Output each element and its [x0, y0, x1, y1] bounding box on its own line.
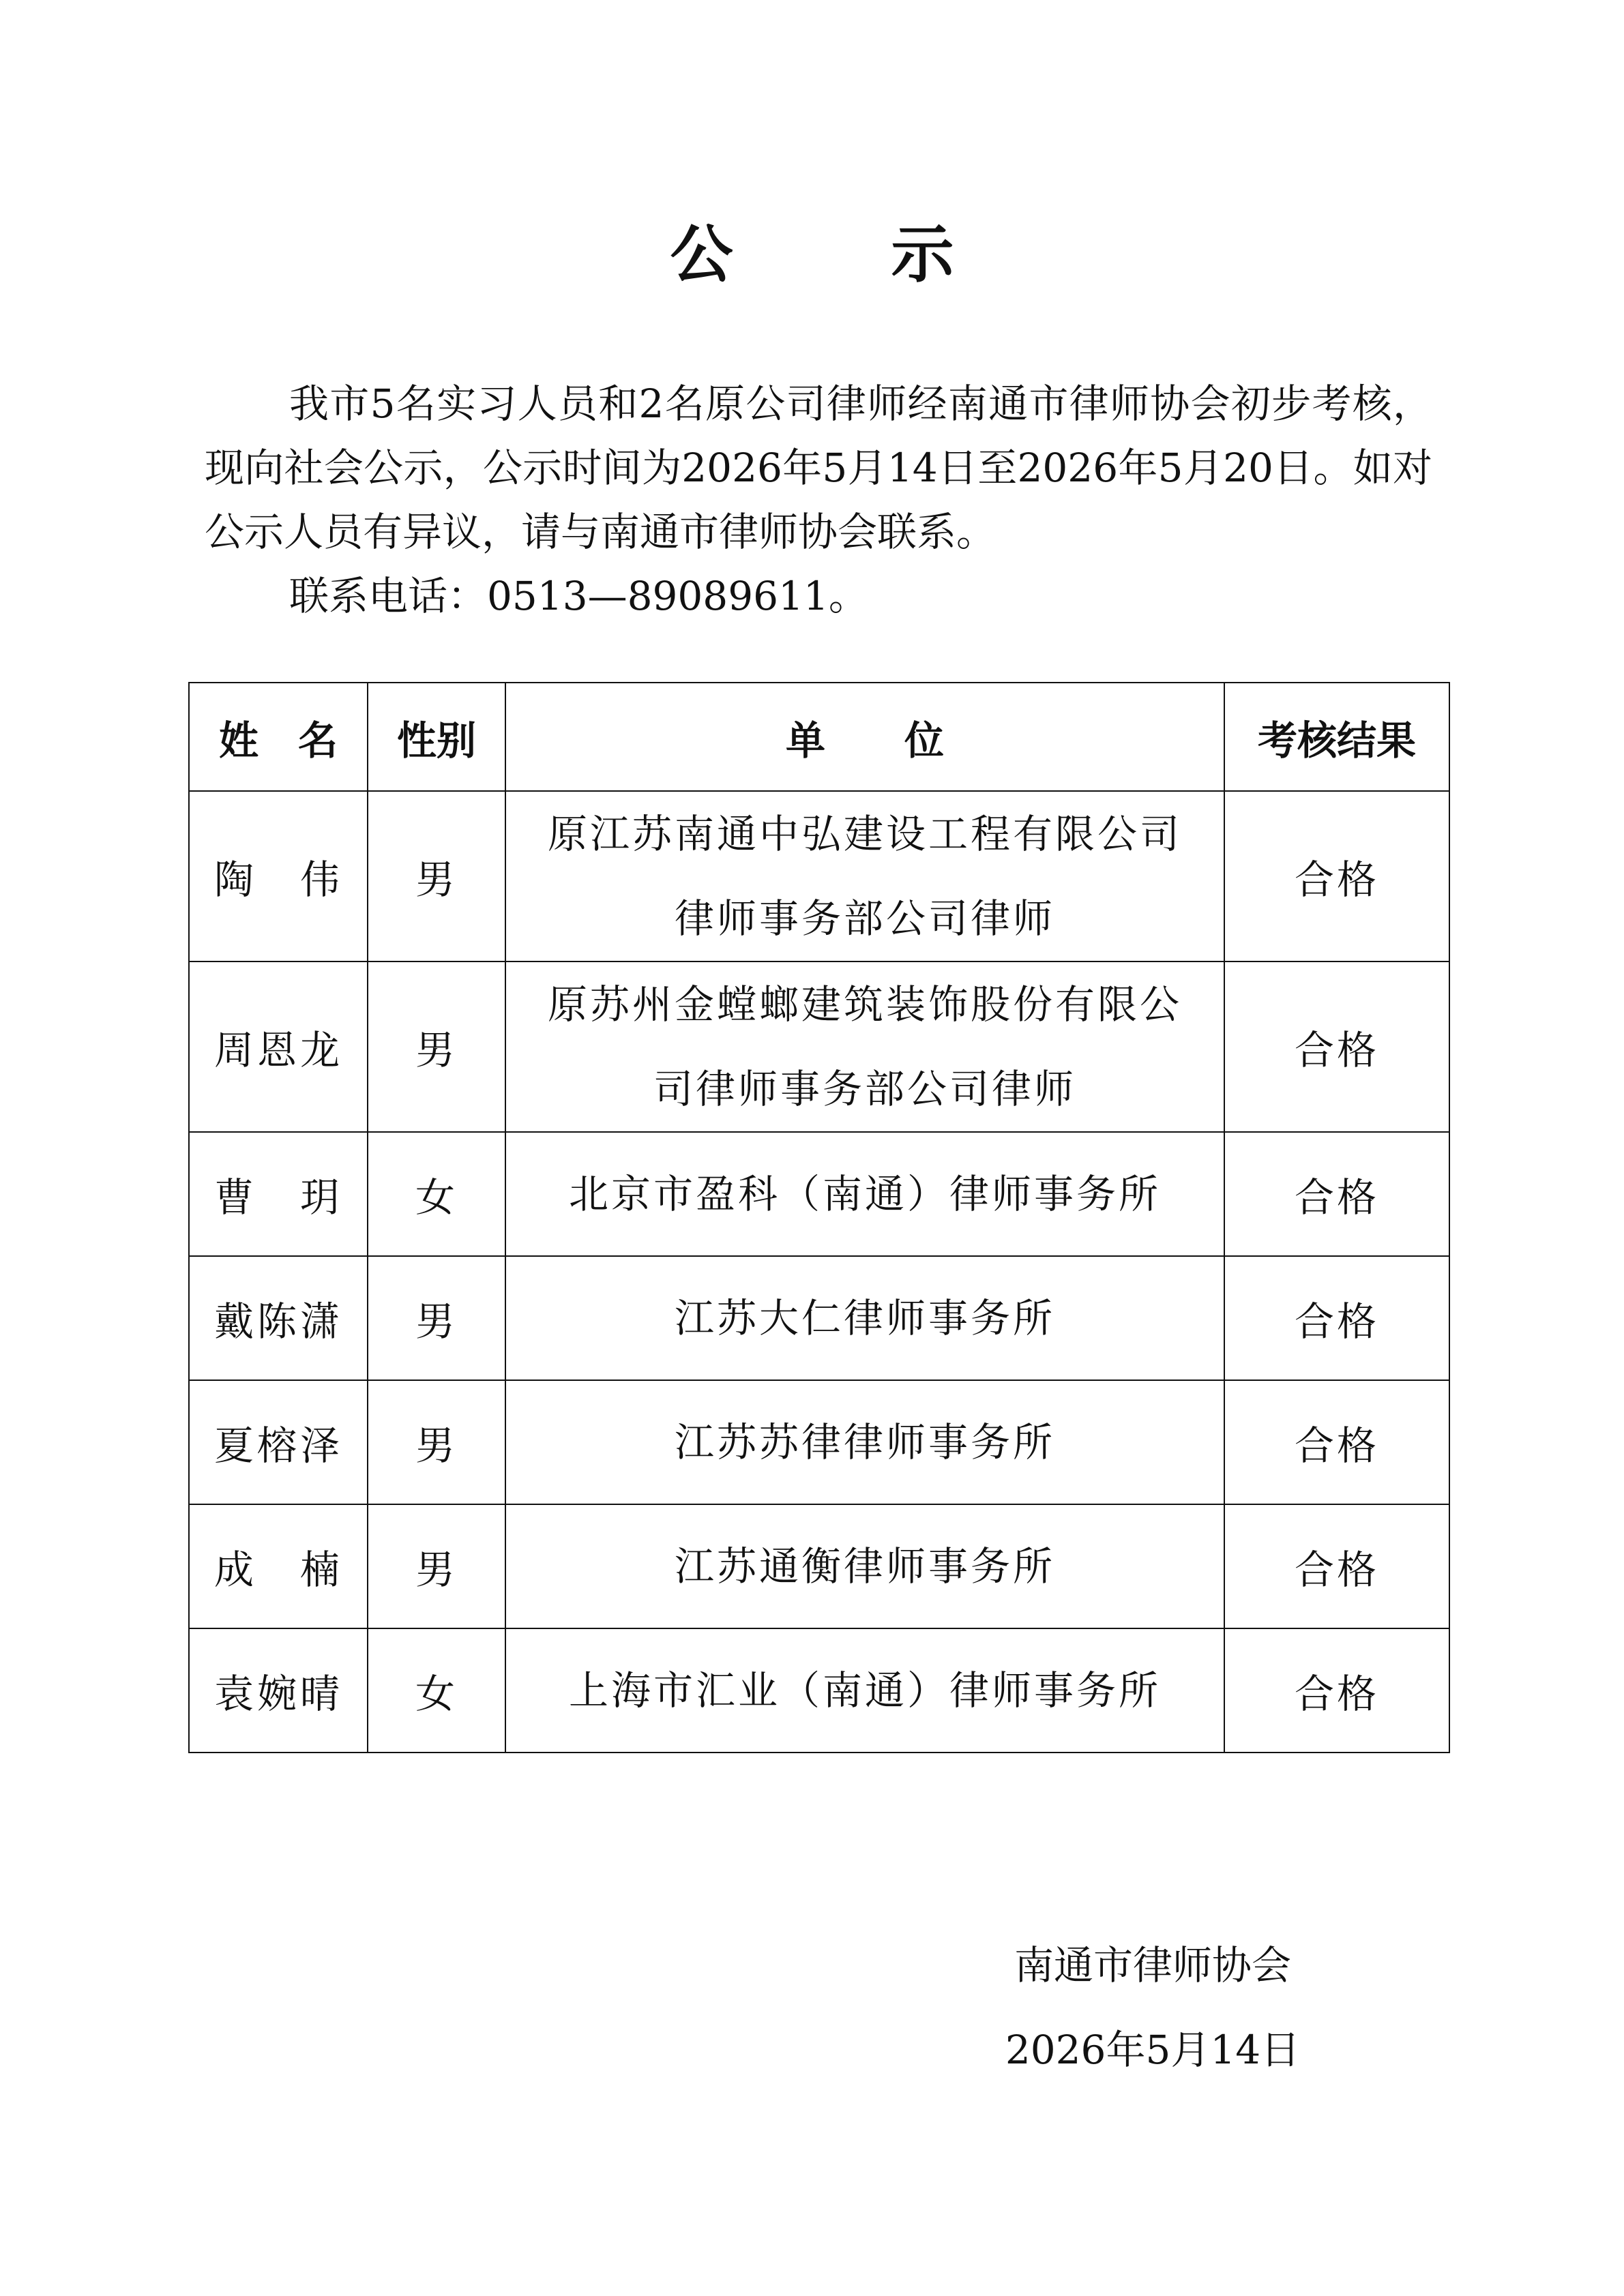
document-title: 公 示 [670, 218, 1022, 291]
table-row [189, 1504, 1449, 1628]
table-row [189, 1380, 1449, 1504]
contact-line: 联系电话：0513—89089611。 [289, 573, 868, 619]
cell-gender: 男 [368, 1380, 505, 1504]
header-gender: 性别 [368, 683, 505, 791]
table-row [189, 1628, 1449, 1753]
header-name: 姓 名 [189, 683, 368, 791]
cell-unit: 江苏大仁律师事务所 [505, 1256, 1224, 1380]
cell-result: 合格 [1224, 791, 1449, 961]
cell-unit: 原江苏南通中弘建设工程有限公司律师事务部公司律师 [505, 791, 1224, 961]
cell-result: 合格 [1224, 1256, 1449, 1380]
cell-name: 夏榕泽 [189, 1380, 368, 1504]
cell-result: 合格 [1224, 1504, 1449, 1628]
cell-gender: 男 [368, 1504, 505, 1628]
cell-result: 合格 [1224, 1628, 1449, 1753]
cell-gender: 女 [368, 1132, 505, 1256]
header-unit: 单 位 [505, 683, 1224, 791]
signature-block [982, 1923, 1323, 2092]
signature-date: 2026年5月14日 [1005, 2027, 1301, 2073]
cell-result: 合格 [1224, 961, 1449, 1132]
cell-result: 合格 [1224, 1132, 1449, 1256]
cell-name: 袁婉晴 [189, 1628, 368, 1753]
table-row [189, 791, 1449, 961]
cell-gender: 女 [368, 1628, 505, 1753]
signature-organization: 南通市律师协会 [1014, 1942, 1291, 1988]
table-row [189, 1256, 1449, 1380]
table-header-row [189, 683, 1449, 791]
cell-name: 成楠 [189, 1504, 368, 1628]
cell-unit: 江苏通衡律师事务所 [505, 1504, 1224, 1628]
cell-result: 合格 [1224, 1380, 1449, 1504]
cell-name: 陶伟 [189, 791, 368, 961]
cell-unit: 北京市盈科（南通）律师事务所 [505, 1132, 1224, 1256]
notice-paragraph: 我市5名实习人员和2名原公司律师经南通市律师协会初步考核，现向社会公示，公示时间为2026年5月14日至2026年5月20日。如对公示人员有异议，请与南通市律师协会联系。 [205, 381, 1432, 555]
table-row [189, 961, 1449, 1132]
cell-gender: 男 [368, 961, 505, 1132]
cell-unit: 江苏苏律律师事务所 [505, 1380, 1224, 1504]
cell-name: 曹玥 [189, 1132, 368, 1256]
cell-gender: 男 [368, 791, 505, 961]
cell-unit: 原苏州金螳螂建筑装饰股份有限公司律师事务部公司律师 [505, 961, 1224, 1132]
cell-gender: 男 [368, 1256, 505, 1380]
candidate-table [188, 682, 1450, 1753]
table-row [189, 1132, 1449, 1256]
cell-name: 周恩龙 [189, 961, 368, 1132]
cell-name: 戴陈潇 [189, 1256, 368, 1380]
cell-unit: 上海市汇业（南通）律师事务所 [505, 1628, 1224, 1753]
header-result: 考核结果 [1224, 683, 1449, 791]
